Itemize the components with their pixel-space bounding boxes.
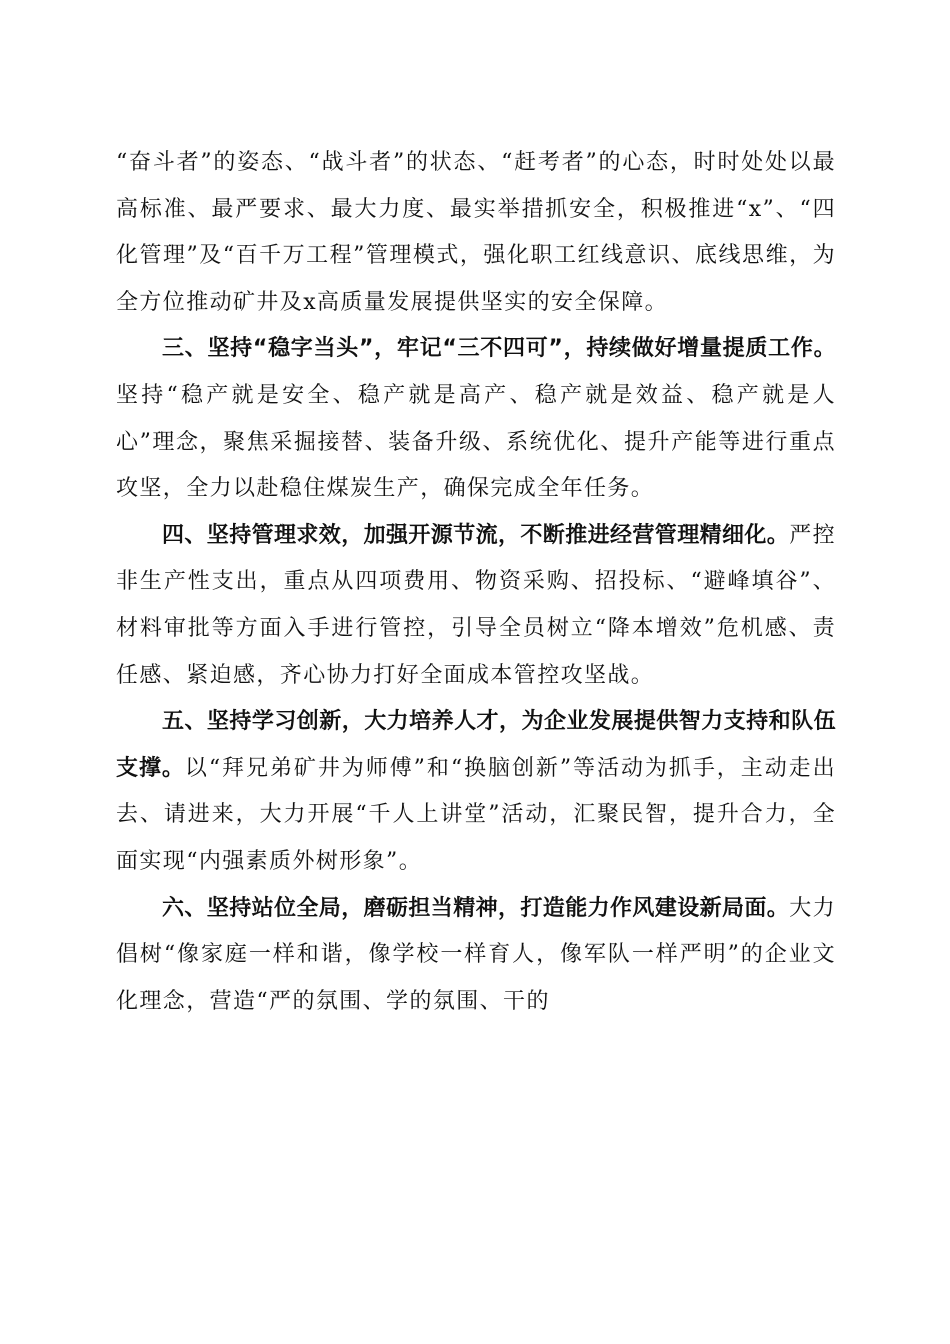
paragraph-body: 以“拜兄弟矿井为师傅”和“换脑创新”等活动为抓手，主动走出去、请进来，大力开展“千人上讲堂”活动，汇聚民智，提升合力，全面实现“内强素质外树形象”。 bbox=[116, 755, 837, 874]
paragraph-section-three bbox=[116, 326, 836, 512]
document-page bbox=[116, 140, 836, 1025]
paragraph-body: “奋斗者”的姿态、“战斗者”的状态、“赶考者”的心态，时时处处以最高标准、最严要求、最大力度、最实举措抓安全，积极推进“x”、“四化管理”及“百千万工程”管理模式，强化职工红线意识、底线思维，为全方位推动矿井及x高质量发展提供坚实的安全保障。 bbox=[116, 150, 836, 315]
paragraph-section-five bbox=[116, 699, 836, 885]
paragraph-safety-continued bbox=[116, 140, 836, 326]
section-heading: 五、坚持学习创新，大力培养人才，为企业发展提供智力支持和队伍支撑。 bbox=[116, 709, 836, 781]
paragraph-section-four bbox=[116, 513, 836, 699]
paragraph-body: 坚持“稳产就是安全、稳产就是高产、稳产就是效益、稳产就是人心”理念，聚焦采掘接替、装备升级、系统优化、提升产能等进行重点攻坚，全力以赴稳住煤炭生产，确保完成全年任务。 bbox=[116, 382, 836, 502]
paragraph-section-six bbox=[116, 886, 836, 1026]
paragraph-body: 大力倡树“像家庭一样和谐，像学校一样育人，像军队一样严明”的企业文化理念，营造“严的氛围、学的氛围、干的 bbox=[116, 895, 837, 1014]
section-heading: 三、坚持“稳字当头”，牢记“三不四可”，持续做好增量提质工作。 bbox=[162, 336, 836, 362]
paragraph-body: 严控非生产性支出，重点从四项费用、物资采购、招投标、“避峰填谷”、材料审批等方面入手进行管控，引导全员树立“降本增效”危机感、责任感、紧迫感，齐心协力打好全面成本管控攻坚战。 bbox=[116, 522, 837, 688]
section-heading: 六、坚持站位全局，磨砺担当精神，打造能力作风建设新局面。 bbox=[162, 895, 790, 921]
section-heading: 四、坚持管理求效，加强开源节流，不断推进经营管理精细化。 bbox=[162, 522, 790, 548]
